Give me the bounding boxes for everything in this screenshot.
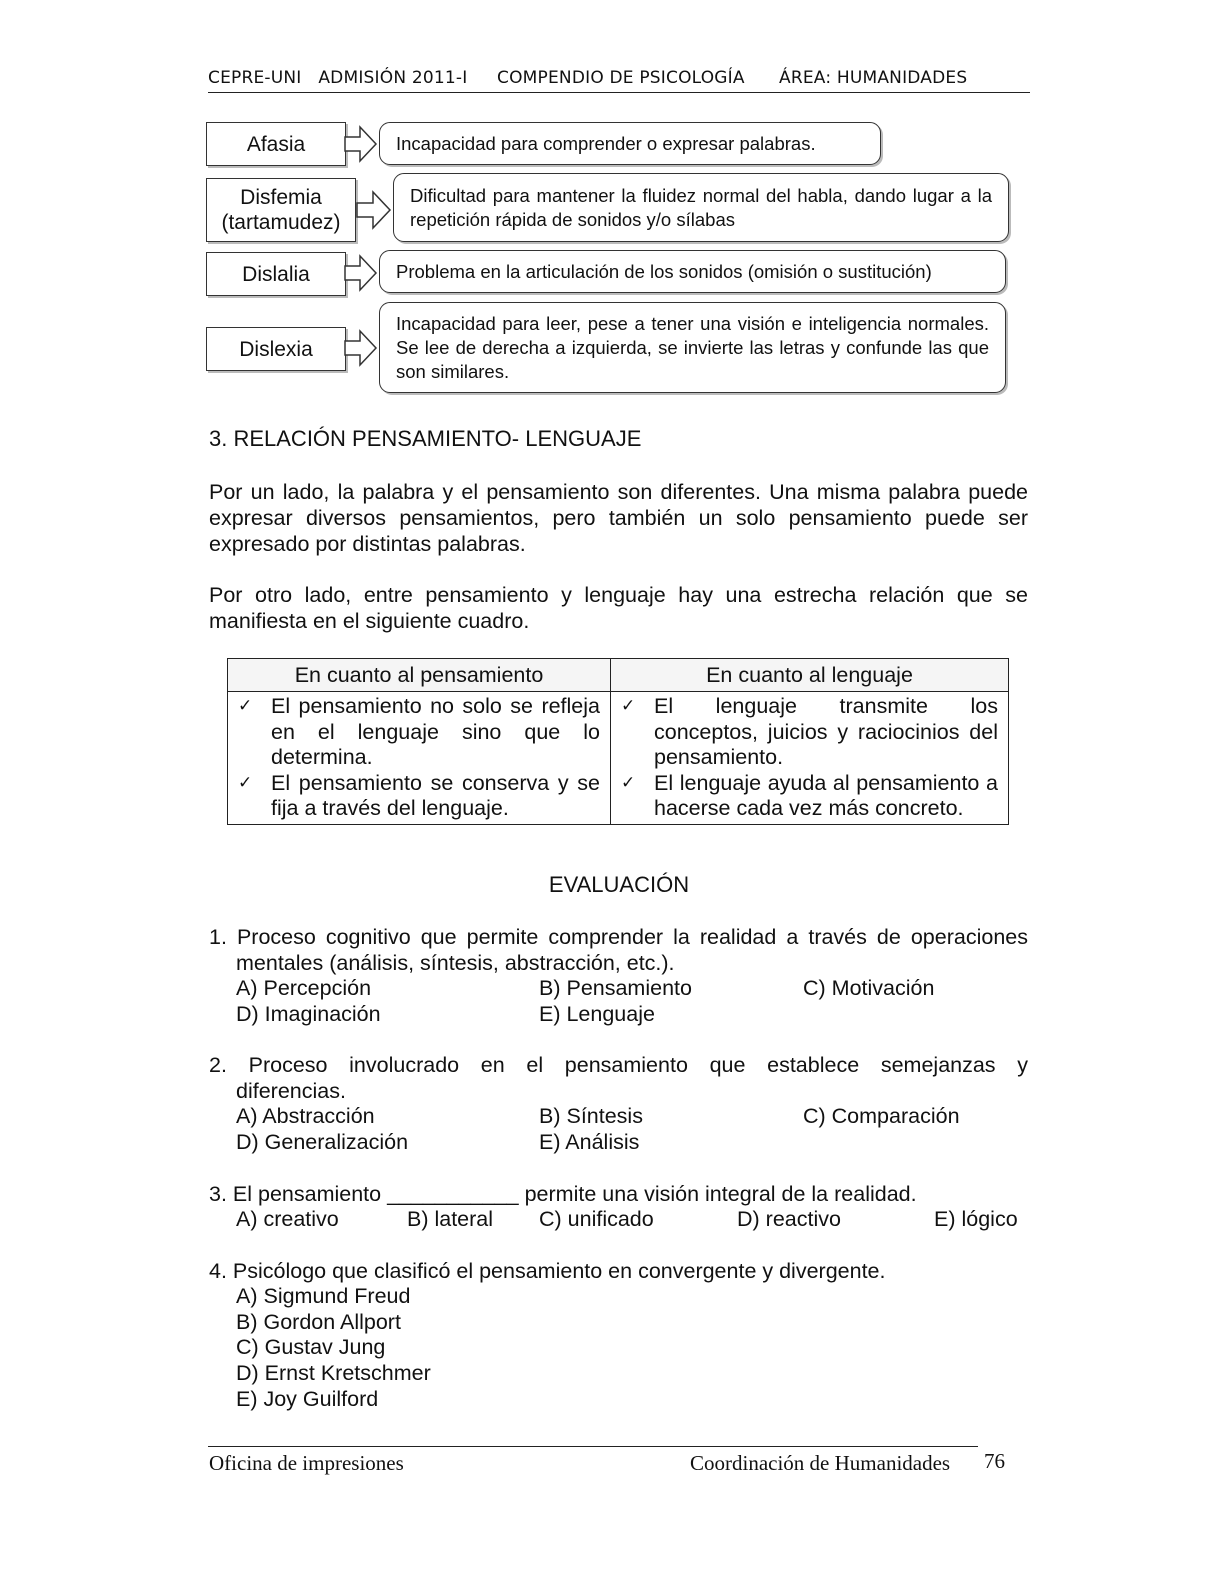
- definition-text: Incapacidad para leer, pese a tener una visión e inteligencia normales. Se lee de derecha a izquierda, se invierte las letras y confunde las que son similares.: [396, 312, 989, 382]
- footer-office: Oficina de impresiones: [209, 1451, 404, 1475]
- option: C) Comparación: [803, 1104, 960, 1128]
- table-header: En cuanto al pensamiento: [228, 659, 611, 692]
- option: D) Ernst Kretschmer: [236, 1361, 431, 1385]
- checkmark-icon: ✓: [238, 696, 253, 716]
- question-2-text: 2. Proceso involucrado en el pensamiento que establece semejanzas y: [209, 1053, 1028, 1077]
- header-institution: CEPRE-UNI ADMISIÓN 2011-I: [208, 68, 468, 88]
- header-title: COMPENDIO DE PSICOLOGÍA: [497, 68, 745, 88]
- question-2-text-cont: diferencias.: [236, 1079, 346, 1103]
- list-item-text: El pensamiento no solo se refleja en el lenguaje sino que lo determina.: [271, 694, 600, 769]
- term-disfemia: [206, 178, 356, 242]
- term-dislexia: [206, 327, 346, 371]
- header-area: ÁREA: HUMANIDADES: [779, 68, 968, 88]
- option: D) Generalización: [236, 1130, 409, 1154]
- definition-afasia: [379, 122, 881, 165]
- arrow-right-icon: [356, 190, 392, 230]
- term-label: Disfemia (tartamudez): [221, 186, 341, 234]
- section-title: 3. RELACIÓN PENSAMIENTO- LENGUAJE: [209, 426, 642, 451]
- table-header: En cuanto al lenguaje: [611, 659, 1009, 692]
- option: C) unificado: [539, 1207, 654, 1231]
- option: B) Síntesis: [539, 1104, 643, 1128]
- question-3-text: 3. El pensamiento ___________ permite una visión integral de la realidad.: [209, 1182, 917, 1206]
- arrow-right-icon: [344, 254, 378, 292]
- list-item: [238, 771, 600, 822]
- option: A) Abstracción: [236, 1104, 375, 1128]
- paragraph: Por un lado, la palabra y el pensamiento son diferentes. Una misma palabra puede expresar diversos pensamientos, pero también un solo pensamiento puede ser expresado por distintas palabras.: [209, 480, 1028, 556]
- list-item-text: El lenguaje ayuda al pensamiento a hacerse cada vez más concreto.: [654, 770, 998, 820]
- page-header: [208, 66, 1030, 93]
- option: E) lógico: [934, 1207, 1018, 1231]
- term-dislalia: [206, 252, 346, 296]
- arrow-right-icon: [344, 329, 378, 367]
- checkmark-icon: ✓: [621, 772, 636, 793]
- term-label: Dislexia: [239, 337, 313, 361]
- option: A) Sigmund Freud: [236, 1284, 411, 1308]
- list-item: [621, 771, 998, 822]
- option: C) Motivación: [803, 976, 935, 1000]
- definition-text: Incapacidad para comprender o expresar palabras.: [396, 132, 816, 154]
- term-label: Dislalia: [242, 262, 310, 286]
- definition-dislexia: [379, 302, 1006, 393]
- option: A) Percepción: [236, 976, 372, 1000]
- checkmark-icon: ✓: [238, 772, 253, 793]
- checkmark-icon: ✓: [621, 696, 636, 716]
- option: E) Análisis: [539, 1130, 640, 1154]
- list-item-text: El lenguaje transmite los conceptos, juicios y raciocinios del pensamiento.: [654, 694, 998, 769]
- question-4-text: 4. Psicólogo que clasificó el pensamiento en convergente y divergente.: [209, 1259, 886, 1283]
- evaluation-title: EVALUACIÓN: [548, 872, 690, 897]
- option: E) Joy Guilford: [236, 1387, 379, 1411]
- question-1-text-cont: mentales (análisis, síntesis, abstracción, etc.).: [236, 951, 675, 975]
- option: D) reactivo: [737, 1207, 841, 1231]
- term-afasia: [206, 122, 346, 166]
- arrow-right-icon: [344, 125, 378, 163]
- table-cell: [228, 692, 611, 825]
- paragraph: Por otro lado, entre pensamiento y lenguaje hay una estrecha relación que se manifiesta en el siguiente cuadro.: [209, 583, 1028, 633]
- option: B) Gordon Allport: [236, 1310, 401, 1334]
- list-item: [238, 694, 600, 771]
- option: C) Gustav Jung: [236, 1335, 386, 1359]
- page-number: 76: [984, 1449, 1005, 1473]
- question-1-text: 1. Proceso cognitivo que permite comprender la realidad a través de operaciones: [209, 925, 1028, 949]
- footer-coordination: Coordinación de Humanidades: [690, 1451, 951, 1475]
- definition-text: Dificultad para mantener la fluidez normal del habla, dando lugar a la repetición rápida de sonidos y/o sílabas: [410, 184, 992, 230]
- option: A) creativo: [236, 1207, 339, 1231]
- term-label: Afasia: [246, 132, 306, 156]
- list-item-text: El pensamiento se conserva y se fija a través del lenguaje.: [271, 770, 600, 820]
- definition-dislalia: [379, 250, 1006, 293]
- option: D) Imaginación: [236, 1002, 381, 1026]
- option: E) Lenguaje: [539, 1002, 655, 1026]
- option: B) Pensamiento: [539, 976, 692, 1000]
- list-item: [621, 694, 998, 771]
- comparison-table: [227, 658, 1009, 825]
- footer-divider: [208, 1446, 978, 1447]
- option: B) lateral: [407, 1207, 494, 1231]
- table-cell: [611, 692, 1009, 825]
- definition-disfemia: [393, 173, 1009, 242]
- definition-text: Problema en la articulación de los sonidos (omisión o sustitución): [396, 260, 932, 282]
